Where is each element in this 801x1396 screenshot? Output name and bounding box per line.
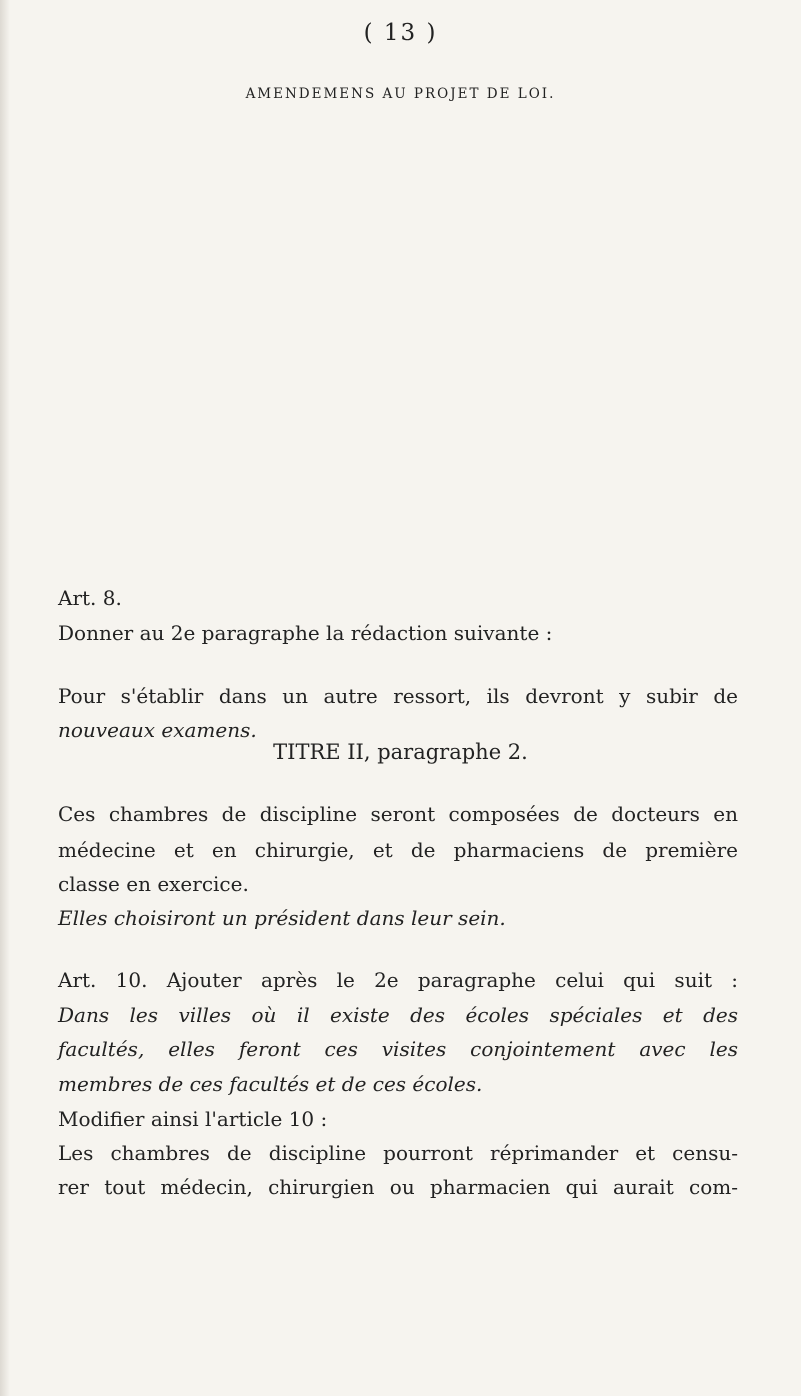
titre-2-text-line: classe en exercice.	[58, 872, 249, 896]
article-10-text-line: Les chambres de discipline pourront réprimander et censu-	[58, 1141, 738, 1165]
titre-2-text-line: médecine et en chirurgie, et de pharmaciens de première	[58, 838, 738, 862]
article-10-modify-instruction: Modifier ainsi l'article 10 :	[58, 1107, 328, 1131]
page-number: ( 13 )	[363, 20, 438, 46]
running-head: AMENDEMENS AU PROJET DE LOI.	[245, 86, 556, 102]
page-edge-shadow	[0, 0, 10, 1396]
article-8-heading: Art. 8.	[58, 586, 122, 610]
titre-2-heading: TITRE II, paragraphe 2.	[273, 740, 528, 764]
article-10-heading: Art. 10. Ajouter après le 2e paragraphe celui qui suit :	[58, 968, 738, 992]
titre-2-text-line: Ces chambres de discipline seront composées de docteurs en	[58, 802, 738, 826]
article-10-italic-text: facultés, elles feront ces visites conjointement avec les	[58, 1037, 738, 1061]
article-10-italic-text: Dans les villes où il existe des écoles spéciales et des	[58, 1003, 738, 1027]
article-10-text-line: rer tout médecin, chirurgien ou pharmacien qui aurait com-	[58, 1175, 738, 1199]
article-10-italic-text: membres de ces facultés et de ces écoles.	[58, 1072, 483, 1096]
article-8-instruction: Donner au 2e paragraphe la rédaction suivante :	[58, 621, 553, 645]
article-8-text-line: Pour s'établir dans un autre ressort, ils devront y subir de	[58, 684, 738, 708]
titre-2-italic-text: Elles choisiront un président dans leur sein.	[58, 906, 506, 930]
article-8-italic-text: nouveaux examens.	[58, 718, 257, 742]
